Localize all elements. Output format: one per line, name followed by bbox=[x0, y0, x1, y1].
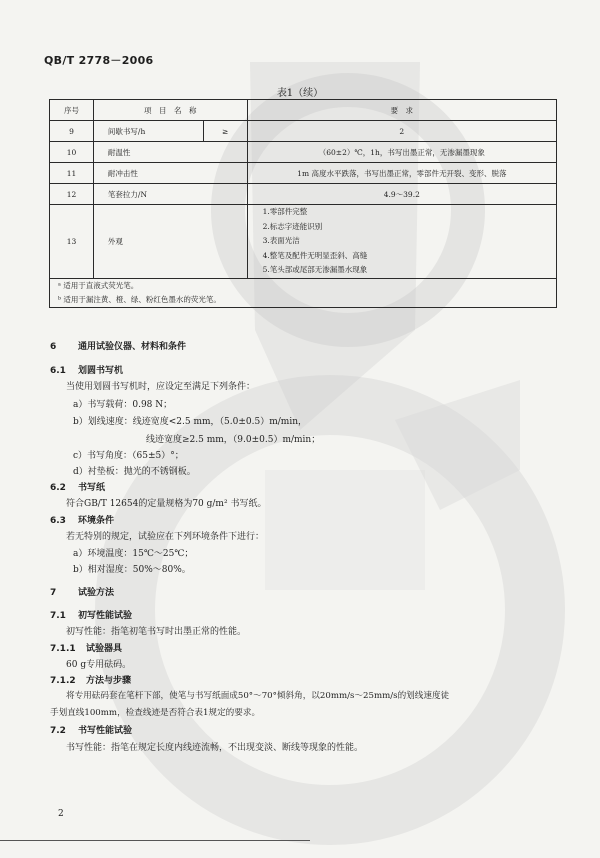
table-header-row bbox=[50, 100, 557, 121]
paragraph: 60 g专用砝码。 bbox=[66, 660, 132, 670]
list-item: 1.零部件完整 bbox=[262, 207, 308, 216]
section-title: 试验器具 bbox=[86, 644, 123, 654]
section-title: 书写性能试验 bbox=[78, 726, 133, 736]
section-number: 7.1 bbox=[50, 611, 66, 621]
paragraph: 符合GB/T 12654的定量规格为70 g/m² 书写纸。 bbox=[66, 499, 267, 509]
list-item: b）相对湿度：50%～80%。 bbox=[73, 565, 191, 575]
section-7-2-heading bbox=[50, 723, 132, 736]
row-req bbox=[247, 205, 556, 279]
section-number: 7 bbox=[50, 588, 57, 598]
appearance-requirements bbox=[251, 205, 553, 278]
section-title: 方法与步骤 bbox=[86, 676, 132, 686]
section-number: 7.2 bbox=[50, 726, 66, 736]
paragraph: 当使用划圆书写机时，应设定至满足下列条件： bbox=[66, 382, 256, 392]
section-number: 7.1.2 bbox=[50, 676, 76, 686]
row-symbol: ≥ bbox=[203, 121, 247, 142]
paragraph: 书写性能：指笔在规定长度内线迹流畅，不出现变淡、断线等现象的性能。 bbox=[66, 743, 364, 753]
list-item: 5.笔头部或尾部无渗漏墨水现象 bbox=[262, 265, 368, 275]
standard-number: QB/T 2778－2006 bbox=[44, 54, 154, 67]
row-seq: 12 bbox=[50, 184, 94, 205]
row-seq: 10 bbox=[50, 142, 94, 163]
row-req: 1m 高度水平跌落，书写出墨正常，零部件无开裂、变形、脱落 bbox=[247, 163, 556, 184]
list-item: d）衬垫板：抛光的不锈钢板。 bbox=[73, 467, 196, 477]
section-title: 通用试验仪器、材料和条件 bbox=[78, 342, 187, 352]
row-req: 2 bbox=[247, 121, 556, 142]
section-title: 划圆书写机 bbox=[78, 366, 124, 376]
list-item: 线迹宽度≥2.5 mm，（9.0±0.5）m/min； bbox=[146, 435, 321, 445]
list-item: a）书写载荷：0.98 N； bbox=[73, 400, 173, 410]
section-6-2-heading bbox=[50, 480, 105, 493]
section-number: 6.1 bbox=[50, 366, 66, 376]
row-seq: 9 bbox=[50, 121, 94, 142]
section-7-heading bbox=[50, 585, 114, 598]
table-notes-row bbox=[50, 278, 557, 307]
paragraph: 若无特别的规定，试验应在下列环境条件下进行： bbox=[66, 532, 265, 542]
section-title: 初写性能试验 bbox=[78, 611, 133, 621]
list-item: a）环境温度：15℃～25℃； bbox=[73, 549, 194, 559]
page-number: 2 bbox=[58, 809, 64, 819]
paragraph: 初写性能：指笔初笔书写时出墨正常的性能。 bbox=[66, 627, 247, 637]
table-row bbox=[50, 205, 557, 279]
section-7-1-1-heading bbox=[50, 641, 122, 654]
list-item: 2.标志字迹能识别 bbox=[262, 221, 323, 231]
row-seq: 13 bbox=[50, 205, 94, 279]
section-6-3-heading bbox=[50, 513, 114, 526]
section-number: 6 bbox=[50, 342, 57, 352]
table-note: ᵃ 适用于直液式荧光笔。 bbox=[58, 280, 139, 290]
section-title: 环境条件 bbox=[78, 516, 115, 526]
table-row bbox=[50, 163, 557, 184]
header-seq: 序号 bbox=[50, 100, 94, 121]
list-item: 3.表面光洁 bbox=[262, 236, 300, 246]
section-number: 6.2 bbox=[50, 483, 66, 493]
row-item: 笔套拉力/N bbox=[93, 184, 247, 205]
row-req: 4.9～39.2 bbox=[247, 184, 556, 205]
section-7-1-2-heading bbox=[50, 673, 131, 686]
paragraph: 将专用砝码套在笔杆下部，使笔与书写纸面成50°～70°倾斜角，以20mm/s～25mm/s的划线速度徒 bbox=[66, 691, 450, 701]
table-caption: 表1（续） bbox=[276, 88, 324, 99]
table-notes bbox=[50, 278, 557, 307]
table-row bbox=[50, 142, 557, 163]
table-note: ᵇ 适用于漏注黄、橙、绿、粉红色墨水的荧光笔。 bbox=[58, 294, 221, 304]
section-6-heading bbox=[50, 339, 186, 352]
paragraph: 手划直线100mm，检查线迹是否符合表1规定的要求。 bbox=[50, 708, 261, 718]
list-item: b）划线速度：线迹宽度<2.5 mm，（5.0±0.5）m/min， bbox=[73, 417, 307, 427]
list-item: c）书写角度：（65±5）°； bbox=[73, 451, 184, 461]
row-seq: 11 bbox=[50, 163, 94, 184]
section-7-1-heading bbox=[50, 608, 132, 621]
section-6-1-heading bbox=[50, 363, 123, 376]
header-item: 项 目 名 称 bbox=[93, 100, 247, 121]
row-item: 耐冲击性 bbox=[93, 163, 247, 184]
list-item: 4.整笔及配件无明显歪斜、高缝 bbox=[262, 250, 368, 260]
bottom-rule bbox=[0, 840, 310, 841]
row-item: 间歇书写/h bbox=[93, 121, 203, 142]
row-item: 外观 bbox=[93, 205, 247, 279]
table-row bbox=[50, 121, 557, 142]
section-title: 试验方法 bbox=[78, 588, 115, 598]
section-number: 7.1.1 bbox=[50, 644, 76, 654]
section-number: 6.3 bbox=[50, 516, 66, 526]
header-req: 要 求 bbox=[247, 100, 556, 121]
row-item: 耐温性 bbox=[93, 142, 247, 163]
row-req: （60±2）℃，1h，书写出墨正常，无渗漏墨现象 bbox=[247, 142, 556, 163]
table-row bbox=[50, 184, 557, 205]
section-title: 书写纸 bbox=[78, 483, 106, 493]
requirements-table bbox=[49, 99, 557, 308]
